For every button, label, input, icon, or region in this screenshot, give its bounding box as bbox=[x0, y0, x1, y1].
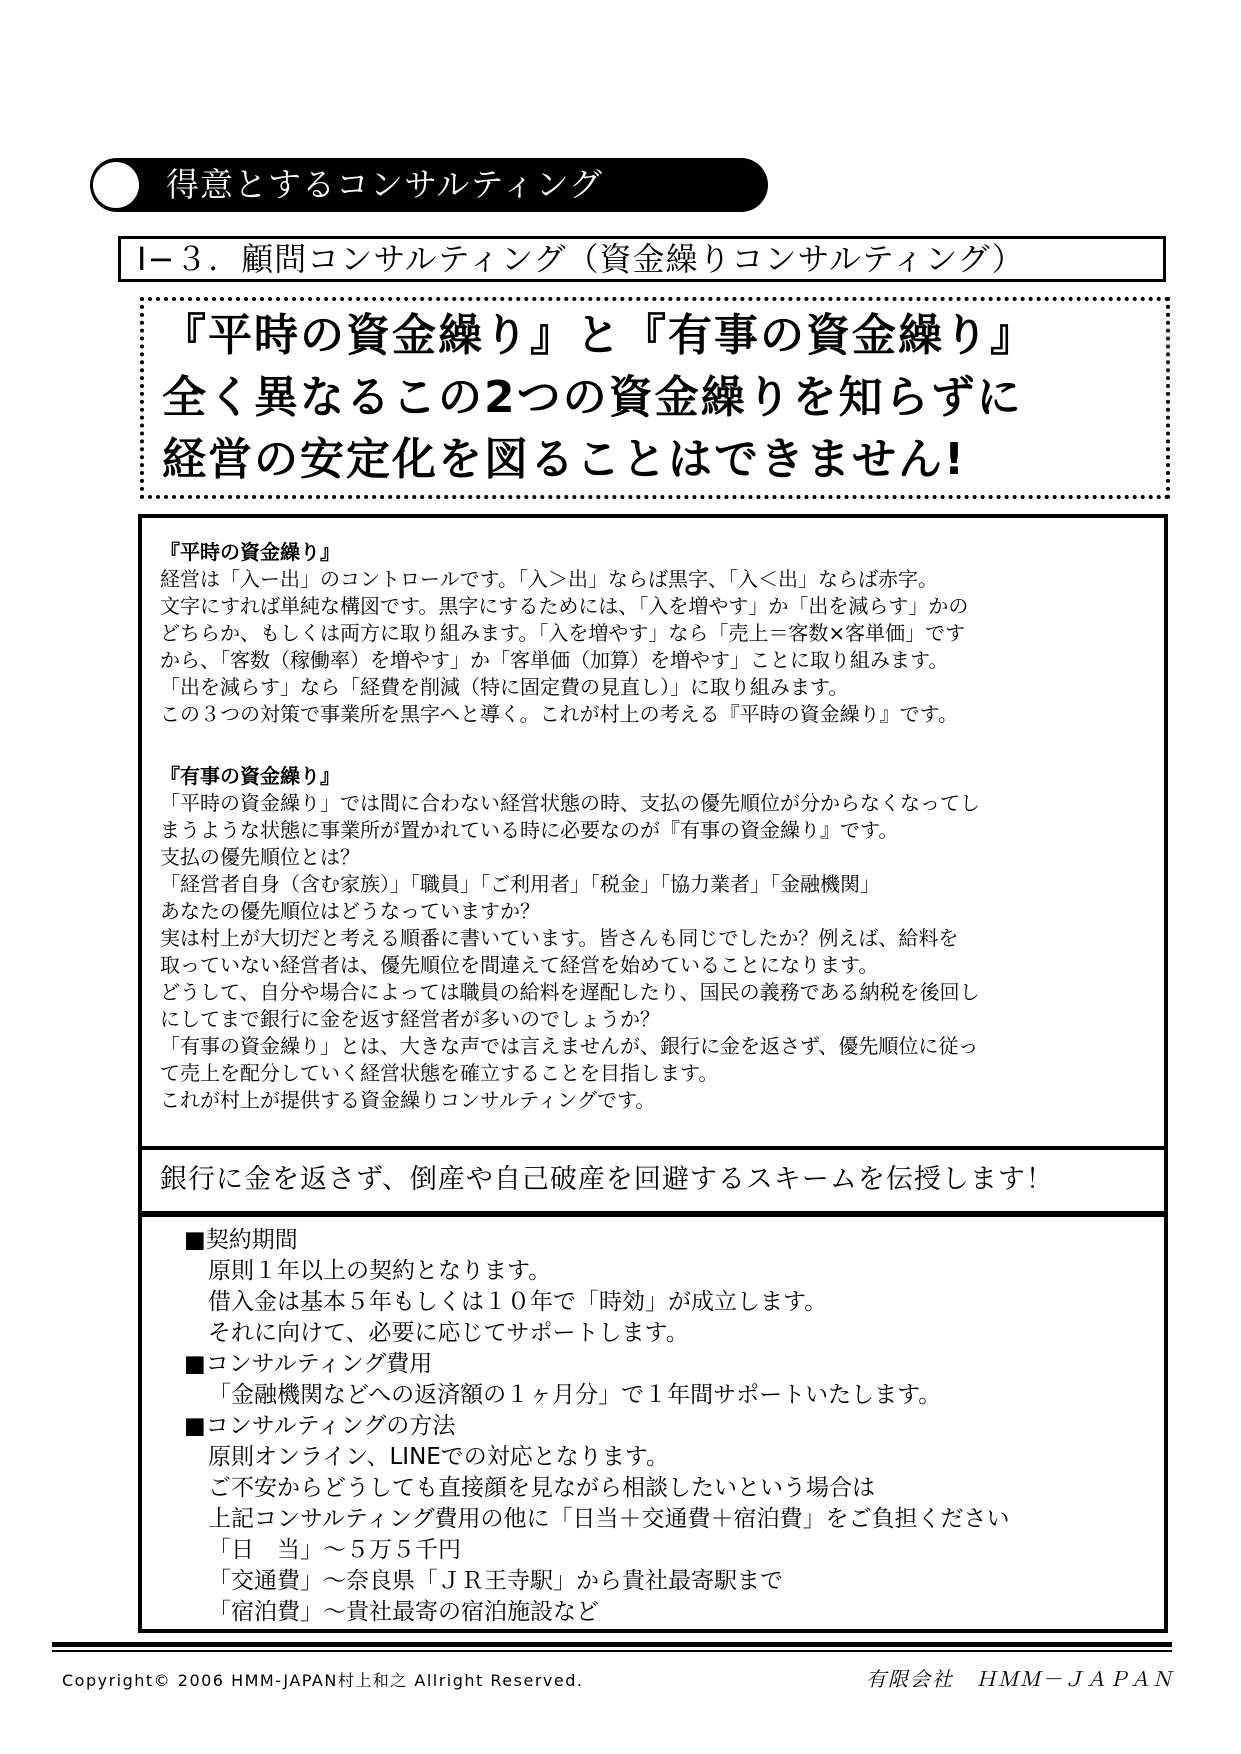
subtitle-text: Ⅰ−３．顧問コンサルティング（資金繰りコンサルティング） bbox=[137, 240, 1025, 278]
headline-box bbox=[140, 297, 1170, 499]
method-line: 原則オンライン、LINEでの対応となります。 bbox=[208, 1444, 669, 1470]
yuji-line: 「経営者自身（含む家族）」「職員」「ご利用者」「税金」「協力業者」「金融機関」 bbox=[160, 872, 880, 896]
heiji-line: 「出を減らす」なら「経費を削減（特に固定費の見直し）」に取り組みます。 bbox=[160, 675, 849, 699]
slogan-box bbox=[138, 1150, 1168, 1215]
method-heading: ■コンサルティングの方法 bbox=[184, 1413, 456, 1439]
yuji-line: 取っていない経営者は、優先順位を間違えて経営を始めていることになります。 bbox=[160, 953, 879, 977]
period-line: 借入金は基本５年もしくは１０年で「時効」が成立します。 bbox=[208, 1289, 828, 1315]
yuji-line: あなたの優先順位はどうなっていますか？ bbox=[160, 899, 540, 923]
section-header-title: 得意とするコンサルティング bbox=[166, 165, 604, 204]
method-line: 「宿泊費」〜貴社最寄の宿泊施設など bbox=[208, 1599, 599, 1625]
method-line: 「交通費」〜奈良県「ＪＲ王寺駅」から貴社最寄駅まで bbox=[208, 1568, 783, 1594]
headline-line-2: 全く異なるこの2つの資金繰りを知らずに bbox=[162, 372, 1023, 423]
period-line: それに向けて、必要に応じてサポートします。 bbox=[208, 1320, 689, 1346]
heiji-title: 『平時の資金繰り』 bbox=[160, 540, 340, 564]
explanation-box bbox=[138, 514, 1168, 1150]
company-name: 有限会社 ＨＭＭ－ＪＡＰＡＮ bbox=[866, 1667, 1174, 1691]
copyright-text: Copyright© 2006 HMM-JAPAN村上和之 Allright Reserved. bbox=[62, 1671, 584, 1690]
fee-line: 「金融機関などへの返済額の１ヶ月分」で１年間サポートいたします。 bbox=[208, 1382, 942, 1408]
headline-line-1: 『平時の資金繰り』と『有事の資金繰り』 bbox=[162, 310, 1036, 361]
yuji-line: 支払の優先順位とは？ bbox=[160, 845, 360, 869]
method-line: 上記コンサルティング費用の他に「日当＋交通費＋宿泊費」をご負担ください bbox=[208, 1506, 1010, 1532]
yuji-line: まうような状態に事業所が置かれている時に必要なのが『有事の資金繰り』です。 bbox=[160, 818, 899, 842]
method-line: 「日 当」〜５万５千円 bbox=[208, 1537, 461, 1563]
slogan-text: 銀行に金を返さず、倒産や自己破産を回避するスキームを伝授します！ bbox=[160, 1164, 1054, 1195]
yuji-title: 『有事の資金繰り』 bbox=[160, 764, 340, 788]
terms-box bbox=[138, 1215, 1168, 1633]
heiji-line: 文字にすれば単純な構図です。黒字にするためには、「入を増やす」か「出を減らす」かの bbox=[160, 594, 969, 618]
footer-rule-thin bbox=[52, 1650, 1172, 1652]
heiji-line: から、「客数（稼働率）を増やす」か「客単価（加算）を増やす」ことに取り組みます。 bbox=[160, 648, 949, 672]
period-line: 原則１年以上の契約となります。 bbox=[208, 1258, 552, 1284]
period-heading: ■契約期間 bbox=[184, 1227, 298, 1253]
bullet-circle-icon bbox=[93, 162, 139, 208]
fee-heading: ■コンサルティング費用 bbox=[184, 1351, 433, 1377]
yuji-line: 「有事の資金繰り」とは、大きな声では言えませんが、銀行に金を返さず、優先順位に従っ bbox=[160, 1034, 979, 1058]
subtitle-box bbox=[118, 236, 1166, 282]
yuji-line: 実は村上が大切だと考える順番に書いています。皆さんも同じでしたか？例えば、給料を bbox=[160, 926, 959, 950]
yuji-line: 「平時の資金繰り」では間に合わない経営状態の時、支払の優先順位が分からなくなってし bbox=[160, 791, 980, 815]
heiji-line: 経営は「入ー出」のコントロールです。「入＞出」ならば黒字、「入＜出」ならば赤字。 bbox=[160, 567, 938, 591]
yuji-line: にしてまで銀行に金を返す経営者が多いのでしょうか？ bbox=[160, 1007, 660, 1031]
heiji-line: どちらか、もしくは両方に取り組みます。「入を増やす」なら「売上＝客数×客単価」です bbox=[160, 621, 966, 645]
yuji-line: て売上を配分していく経営状態を確立することを目指します。 bbox=[160, 1061, 719, 1085]
method-line: ご不安からどうしても直接顔を見ながら相談したいという場合は bbox=[208, 1475, 875, 1501]
heiji-line: この３つの対策で事業所を黒字へと導く。これが村上の考える『平時の資金繰り』です。 bbox=[160, 702, 958, 726]
yuji-line: これが村上が提供する資金繰りコンサルティングです。 bbox=[160, 1088, 656, 1112]
yuji-line: どうして、自分や場合によっては職員の給料を遅配したり、国民の義務である納税を後回し bbox=[160, 980, 980, 1004]
footer-rule-thick bbox=[52, 1642, 1172, 1647]
headline-line-3: 経営の安定化を図ることはできません! bbox=[162, 434, 967, 485]
